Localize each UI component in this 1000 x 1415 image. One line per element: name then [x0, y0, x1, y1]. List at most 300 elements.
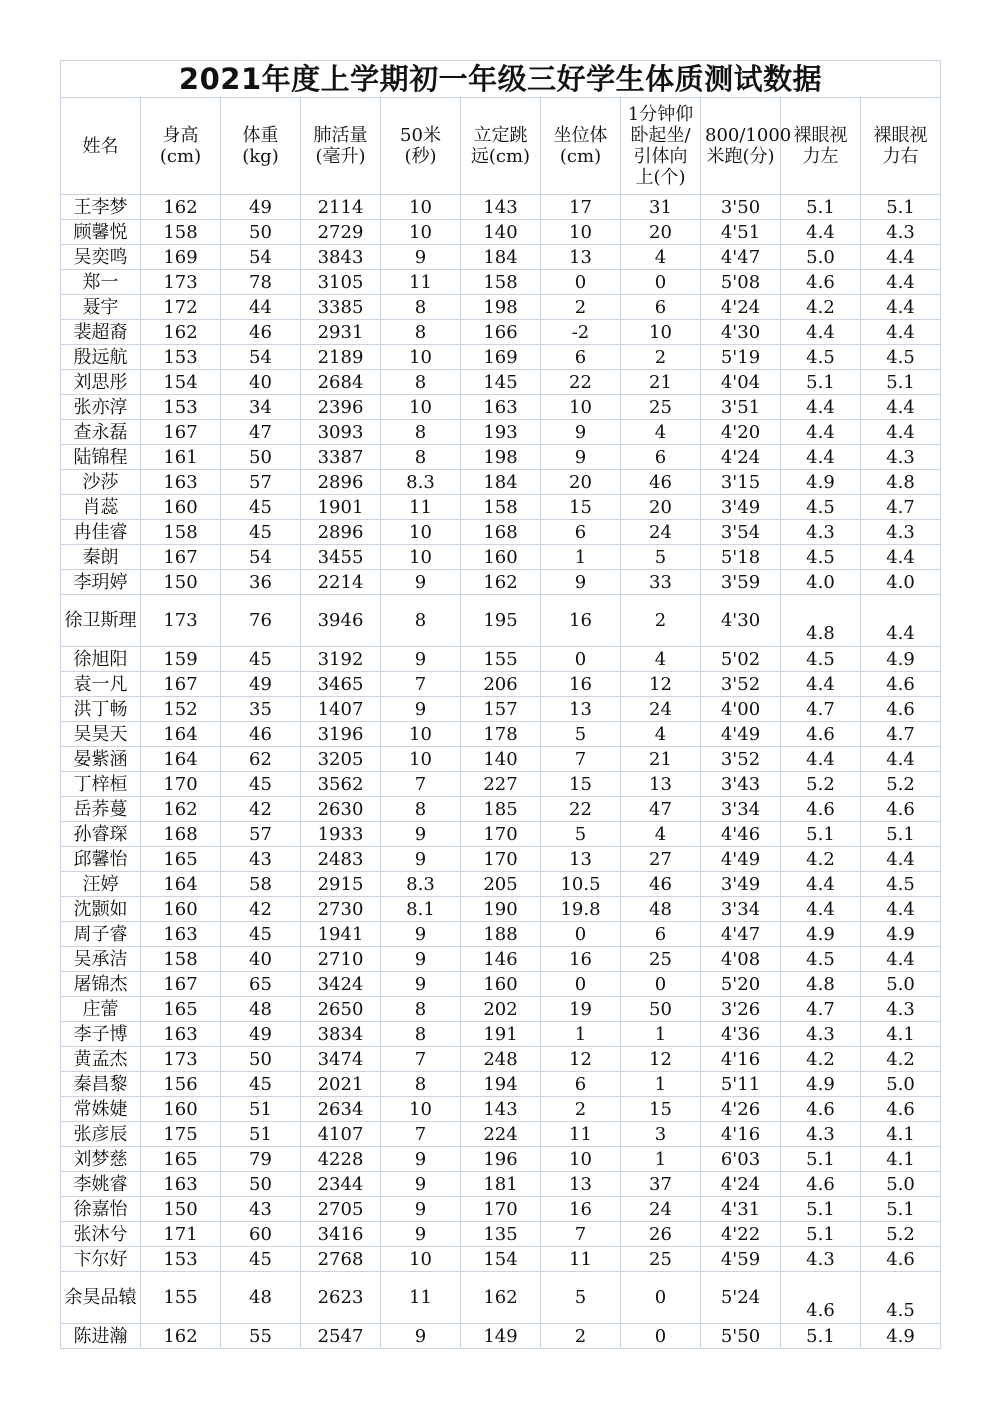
cell-vision-left: 4.4 [781, 897, 861, 922]
cell-situps: 0 [621, 1272, 701, 1324]
header-run: 800/1000米跑(分) [701, 98, 781, 195]
cell-long-jump: 202 [461, 997, 541, 1022]
cell-situps: 1 [621, 1072, 701, 1097]
cell-long-jump: 145 [461, 370, 541, 395]
cell-run: 3'59 [701, 570, 781, 595]
cell-lung-capacity: 1941 [301, 922, 381, 947]
cell-50m: 9 [381, 570, 461, 595]
cell-lung-capacity: 4228 [301, 1147, 381, 1172]
cell-vision-right: 4.0 [861, 570, 941, 595]
cell-lung-capacity: 1407 [301, 697, 381, 722]
cell-50m: 9 [381, 1147, 461, 1172]
cell-name: 晏紫涵 [61, 747, 141, 772]
cell-lung-capacity: 2114 [301, 195, 381, 220]
cell-situps: 26 [621, 1222, 701, 1247]
cell-sit-reach: 10 [541, 395, 621, 420]
cell-run: 4'22 [701, 1222, 781, 1247]
cell-situps: 37 [621, 1172, 701, 1197]
cell-situps: 46 [621, 872, 701, 897]
cell-situps: 6 [621, 295, 701, 320]
cell-run: 4'16 [701, 1047, 781, 1072]
cell-vision-left: 4.4 [781, 420, 861, 445]
cell-vision-left: 4.7 [781, 697, 861, 722]
cell-sit-reach: 16 [541, 595, 621, 647]
cell-50m: 9 [381, 647, 461, 672]
cell-vision-right: 5.1 [861, 822, 941, 847]
cell-sit-reach: 13 [541, 847, 621, 872]
cell-name: 冉佳睿 [61, 520, 141, 545]
cell-50m: 9 [381, 922, 461, 947]
cell-situps: 21 [621, 370, 701, 395]
cell-run: 4'30 [701, 320, 781, 345]
cell-run: 4'04 [701, 370, 781, 395]
cell-50m: 8 [381, 370, 461, 395]
cell-50m: 11 [381, 495, 461, 520]
cell-long-jump: 205 [461, 872, 541, 897]
cell-weight: 49 [221, 672, 301, 697]
cell-sit-reach: 0 [541, 647, 621, 672]
cell-weight: 57 [221, 822, 301, 847]
cell-run: 4'49 [701, 847, 781, 872]
cell-sit-reach: 11 [541, 1247, 621, 1272]
cell-height: 163 [141, 1022, 221, 1047]
cell-vision-right: 4.7 [861, 495, 941, 520]
cell-sit-reach: 10 [541, 220, 621, 245]
cell-name: 殷远航 [61, 345, 141, 370]
cell-height: 171 [141, 1222, 221, 1247]
cell-situps: 25 [621, 947, 701, 972]
cell-sit-reach: -2 [541, 320, 621, 345]
cell-lung-capacity: 2623 [301, 1272, 381, 1324]
cell-lung-capacity: 2214 [301, 570, 381, 595]
cell-lung-capacity: 2547 [301, 1324, 381, 1349]
cell-vision-left: 5.0 [781, 245, 861, 270]
cell-run: 4'49 [701, 722, 781, 747]
table-row [61, 1324, 941, 1349]
cell-name: 秦朗 [61, 545, 141, 570]
cell-run: 3'50 [701, 195, 781, 220]
cell-situps: 20 [621, 495, 701, 520]
cell-50m: 8 [381, 1072, 461, 1097]
header-vision-right: 裸眼视力右 [861, 98, 941, 195]
cell-vision-left: 4.2 [781, 295, 861, 320]
cell-vision-right: 4.4 [861, 847, 941, 872]
cell-vision-left: 5.2 [781, 772, 861, 797]
cell-name: 秦昌黎 [61, 1072, 141, 1097]
cell-vision-left: 5.1 [781, 1222, 861, 1247]
cell-vision-right: 4.4 [861, 947, 941, 972]
cell-lung-capacity: 2896 [301, 470, 381, 495]
cell-50m: 10 [381, 747, 461, 772]
cell-name: 李子博 [61, 1022, 141, 1047]
cell-lung-capacity: 2915 [301, 872, 381, 897]
cell-weight: 45 [221, 1247, 301, 1272]
cell-run: 4'31 [701, 1197, 781, 1222]
table-row [61, 847, 941, 872]
cell-lung-capacity: 3205 [301, 747, 381, 772]
table-row [61, 922, 941, 947]
cell-height: 150 [141, 1197, 221, 1222]
cell-vision-right: 4.1 [861, 1122, 941, 1147]
cell-lung-capacity: 3424 [301, 972, 381, 997]
cell-situps: 46 [621, 470, 701, 495]
cell-height: 173 [141, 1047, 221, 1072]
table-row [61, 997, 941, 1022]
table-row [61, 747, 941, 772]
cell-height: 164 [141, 747, 221, 772]
cell-run: 3'49 [701, 495, 781, 520]
cell-weight: 49 [221, 1022, 301, 1047]
cell-vision-right: 4.4 [861, 595, 941, 647]
cell-weight: 46 [221, 722, 301, 747]
cell-height: 158 [141, 520, 221, 545]
cell-sit-reach: 9 [541, 445, 621, 470]
cell-50m: 10 [381, 195, 461, 220]
cell-lung-capacity: 2634 [301, 1097, 381, 1122]
cell-50m: 10 [381, 722, 461, 747]
cell-sit-reach: 13 [541, 1172, 621, 1197]
cell-vision-right: 4.3 [861, 997, 941, 1022]
cell-long-jump: 198 [461, 445, 541, 470]
table-row [61, 1147, 941, 1172]
cell-weight: 60 [221, 1222, 301, 1247]
cell-lung-capacity: 3196 [301, 722, 381, 747]
cell-height: 165 [141, 997, 221, 1022]
cell-vision-left: 4.3 [781, 1247, 861, 1272]
cell-name: 沈颢如 [61, 897, 141, 922]
cell-vision-left: 4.6 [781, 1272, 861, 1324]
cell-lung-capacity: 2630 [301, 797, 381, 822]
cell-run: 3'51 [701, 395, 781, 420]
cell-sit-reach: 5 [541, 822, 621, 847]
cell-vision-right: 4.6 [861, 672, 941, 697]
cell-weight: 55 [221, 1324, 301, 1349]
header-50m: 50米(秒) [381, 98, 461, 195]
cell-name: 吴奕鸣 [61, 245, 141, 270]
cell-name: 肖蕊 [61, 495, 141, 520]
cell-sit-reach: 16 [541, 672, 621, 697]
cell-sit-reach: 10 [541, 1147, 621, 1172]
cell-lung-capacity: 2896 [301, 520, 381, 545]
header-sit-reach: 坐位体(cm) [541, 98, 621, 195]
cell-vision-right: 4.9 [861, 647, 941, 672]
table-row [61, 872, 941, 897]
cell-weight: 42 [221, 897, 301, 922]
cell-50m: 8.1 [381, 897, 461, 922]
header-name: 姓名 [61, 98, 141, 195]
cell-weight: 48 [221, 997, 301, 1022]
cell-situps: 0 [621, 1324, 701, 1349]
cell-lung-capacity: 2021 [301, 1072, 381, 1097]
cell-lung-capacity: 3474 [301, 1047, 381, 1072]
header-long-jump: 立定跳远(cm) [461, 98, 541, 195]
cell-lung-capacity: 2931 [301, 320, 381, 345]
cell-50m: 9 [381, 697, 461, 722]
cell-sit-reach: 22 [541, 370, 621, 395]
header-lung-capacity: 肺活量(毫升) [301, 98, 381, 195]
cell-long-jump: 185 [461, 797, 541, 822]
table-row [61, 545, 941, 570]
data-sheet [60, 60, 940, 1349]
cell-50m: 8 [381, 595, 461, 647]
cell-50m: 8.3 [381, 470, 461, 495]
cell-sit-reach: 13 [541, 245, 621, 270]
cell-height: 164 [141, 872, 221, 897]
cell-vision-right: 4.1 [861, 1022, 941, 1047]
cell-situps: 12 [621, 672, 701, 697]
table-row [61, 1272, 941, 1324]
cell-name: 庄蕾 [61, 997, 141, 1022]
table-row [61, 947, 941, 972]
cell-weight: 46 [221, 320, 301, 345]
cell-weight: 79 [221, 1147, 301, 1172]
cell-weight: 49 [221, 195, 301, 220]
cell-height: 160 [141, 495, 221, 520]
table-row [61, 672, 941, 697]
cell-vision-left: 5.1 [781, 370, 861, 395]
cell-height: 173 [141, 595, 221, 647]
cell-50m: 8 [381, 295, 461, 320]
cell-50m: 7 [381, 772, 461, 797]
cell-vision-left: 4.9 [781, 1072, 861, 1097]
cell-vision-left: 5.1 [781, 822, 861, 847]
table-row [61, 1122, 941, 1147]
cell-situps: 1 [621, 1147, 701, 1172]
cell-long-jump: 184 [461, 245, 541, 270]
cell-height: 175 [141, 1122, 221, 1147]
table-row [61, 1022, 941, 1047]
cell-height: 153 [141, 1247, 221, 1272]
cell-vision-left: 4.6 [781, 1172, 861, 1197]
cell-long-jump: 158 [461, 270, 541, 295]
cell-50m: 10 [381, 520, 461, 545]
cell-situps: 6 [621, 922, 701, 947]
cell-name: 孙睿琛 [61, 822, 141, 847]
cell-sit-reach: 2 [541, 1324, 621, 1349]
cell-vision-right: 4.2 [861, 1047, 941, 1072]
cell-height: 154 [141, 370, 221, 395]
cell-vision-right: 4.3 [861, 445, 941, 470]
cell-height: 150 [141, 570, 221, 595]
cell-vision-left: 4.4 [781, 445, 861, 470]
cell-50m: 11 [381, 1272, 461, 1324]
cell-long-jump: 160 [461, 545, 541, 570]
cell-run: 5'50 [701, 1324, 781, 1349]
cell-50m: 7 [381, 1122, 461, 1147]
cell-weight: 45 [221, 495, 301, 520]
cell-long-jump: 190 [461, 897, 541, 922]
cell-vision-right: 4.6 [861, 1097, 941, 1122]
table-row [61, 697, 941, 722]
cell-long-jump: 170 [461, 1197, 541, 1222]
cell-run: 4'24 [701, 445, 781, 470]
cell-weight: 65 [221, 972, 301, 997]
table-row [61, 345, 941, 370]
cell-vision-left: 4.3 [781, 520, 861, 545]
cell-sit-reach: 2 [541, 1097, 621, 1122]
cell-sit-reach: 5 [541, 1272, 621, 1324]
cell-long-jump: 157 [461, 697, 541, 722]
cell-sit-reach: 0 [541, 270, 621, 295]
cell-situps: 25 [621, 395, 701, 420]
cell-vision-left: 4.4 [781, 220, 861, 245]
cell-lung-capacity: 2396 [301, 395, 381, 420]
cell-lung-capacity: 2768 [301, 1247, 381, 1272]
cell-weight: 62 [221, 747, 301, 772]
table-row [61, 1247, 941, 1272]
cell-50m: 8 [381, 445, 461, 470]
cell-run: 3'34 [701, 897, 781, 922]
cell-name: 刘思彤 [61, 370, 141, 395]
cell-weight: 44 [221, 295, 301, 320]
cell-weight: 78 [221, 270, 301, 295]
cell-sit-reach: 6 [541, 1072, 621, 1097]
cell-height: 160 [141, 1097, 221, 1122]
table-row [61, 270, 941, 295]
cell-vision-left: 5.1 [781, 1324, 861, 1349]
cell-sit-reach: 1 [541, 545, 621, 570]
cell-run: 4'46 [701, 822, 781, 847]
cell-vision-left: 4.2 [781, 847, 861, 872]
cell-situps: 4 [621, 647, 701, 672]
cell-run: 5'20 [701, 972, 781, 997]
table-row [61, 1197, 941, 1222]
cell-situps: 10 [621, 320, 701, 345]
cell-situps: 0 [621, 972, 701, 997]
cell-sit-reach: 19.8 [541, 897, 621, 922]
cell-50m: 10 [381, 1247, 461, 1272]
cell-vision-left: 5.1 [781, 195, 861, 220]
cell-name: 岳荞蔓 [61, 797, 141, 822]
cell-height: 153 [141, 345, 221, 370]
cell-name: 张亦淳 [61, 395, 141, 420]
cell-run: 4'24 [701, 1172, 781, 1197]
cell-long-jump: 166 [461, 320, 541, 345]
cell-vision-left: 4.6 [781, 270, 861, 295]
cell-vision-left: 4.5 [781, 947, 861, 972]
cell-vision-right: 4.9 [861, 922, 941, 947]
cell-vision-left: 4.5 [781, 647, 861, 672]
cell-long-jump: 194 [461, 1072, 541, 1097]
cell-vision-left: 4.4 [781, 395, 861, 420]
cell-vision-right: 4.5 [861, 345, 941, 370]
cell-run: 4'30 [701, 595, 781, 647]
cell-50m: 8 [381, 997, 461, 1022]
cell-name: 徐旭阳 [61, 647, 141, 672]
cell-weight: 54 [221, 345, 301, 370]
cell-weight: 50 [221, 445, 301, 470]
cell-50m: 9 [381, 1172, 461, 1197]
cell-name: 沙莎 [61, 470, 141, 495]
cell-run: 4'20 [701, 420, 781, 445]
table-row [61, 1222, 941, 1247]
table-row [61, 647, 941, 672]
cell-vision-left: 4.0 [781, 570, 861, 595]
cell-vision-left: 4.5 [781, 495, 861, 520]
cell-50m: 10 [381, 220, 461, 245]
cell-lung-capacity: 3843 [301, 245, 381, 270]
cell-height: 155 [141, 1272, 221, 1324]
cell-vision-right: 4.9 [861, 1324, 941, 1349]
cell-weight: 48 [221, 1272, 301, 1324]
cell-lung-capacity: 4107 [301, 1122, 381, 1147]
cell-sit-reach: 6 [541, 345, 621, 370]
table-body [61, 195, 941, 1349]
cell-run: 5'11 [701, 1072, 781, 1097]
cell-situps: 27 [621, 847, 701, 872]
header-vision-left: 裸眼视力左 [781, 98, 861, 195]
cell-vision-right: 4.4 [861, 245, 941, 270]
cell-name: 聂宇 [61, 295, 141, 320]
table-row [61, 722, 941, 747]
cell-weight: 45 [221, 1072, 301, 1097]
cell-situps: 4 [621, 722, 701, 747]
cell-run: 5'02 [701, 647, 781, 672]
cell-50m: 11 [381, 270, 461, 295]
cell-sit-reach: 5 [541, 722, 621, 747]
cell-sit-reach: 6 [541, 520, 621, 545]
cell-sit-reach: 15 [541, 772, 621, 797]
cell-height: 162 [141, 797, 221, 822]
cell-vision-left: 4.6 [781, 797, 861, 822]
cell-sit-reach: 19 [541, 997, 621, 1022]
cell-vision-left: 4.3 [781, 1022, 861, 1047]
table-row [61, 470, 941, 495]
cell-height: 165 [141, 1147, 221, 1172]
cell-weight: 43 [221, 847, 301, 872]
cell-lung-capacity: 2710 [301, 947, 381, 972]
table-row [61, 495, 941, 520]
cell-name: 裴超裔 [61, 320, 141, 345]
cell-vision-right: 5.1 [861, 370, 941, 395]
cell-vision-right: 5.1 [861, 195, 941, 220]
cell-situps: 1 [621, 1022, 701, 1047]
table-row [61, 1172, 941, 1197]
table-row [61, 370, 941, 395]
cell-vision-right: 5.0 [861, 1072, 941, 1097]
cell-name: 洪丁畅 [61, 697, 141, 722]
cell-run: 3'49 [701, 872, 781, 897]
cell-weight: 76 [221, 595, 301, 647]
table-row [61, 420, 941, 445]
cell-lung-capacity: 3093 [301, 420, 381, 445]
cell-long-jump: 188 [461, 922, 541, 947]
cell-vision-left: 4.8 [781, 595, 861, 647]
cell-height: 162 [141, 195, 221, 220]
cell-name: 卞尔好 [61, 1247, 141, 1272]
cell-long-jump: 163 [461, 395, 541, 420]
cell-vision-left: 4.6 [781, 722, 861, 747]
table-row [61, 972, 941, 997]
table-row [61, 520, 941, 545]
cell-lung-capacity: 2189 [301, 345, 381, 370]
cell-name: 王李梦 [61, 195, 141, 220]
cell-sit-reach: 16 [541, 1197, 621, 1222]
cell-vision-right: 5.0 [861, 1172, 941, 1197]
cell-lung-capacity: 2483 [301, 847, 381, 872]
cell-run: 5'24 [701, 1272, 781, 1324]
cell-situps: 48 [621, 897, 701, 922]
cell-weight: 57 [221, 470, 301, 495]
cell-height: 156 [141, 1072, 221, 1097]
cell-run: 3'43 [701, 772, 781, 797]
cell-vision-right: 4.4 [861, 395, 941, 420]
cell-sit-reach: 0 [541, 972, 621, 997]
cell-lung-capacity: 3562 [301, 772, 381, 797]
cell-run: 4'47 [701, 245, 781, 270]
table-row [61, 445, 941, 470]
cell-weight: 35 [221, 697, 301, 722]
